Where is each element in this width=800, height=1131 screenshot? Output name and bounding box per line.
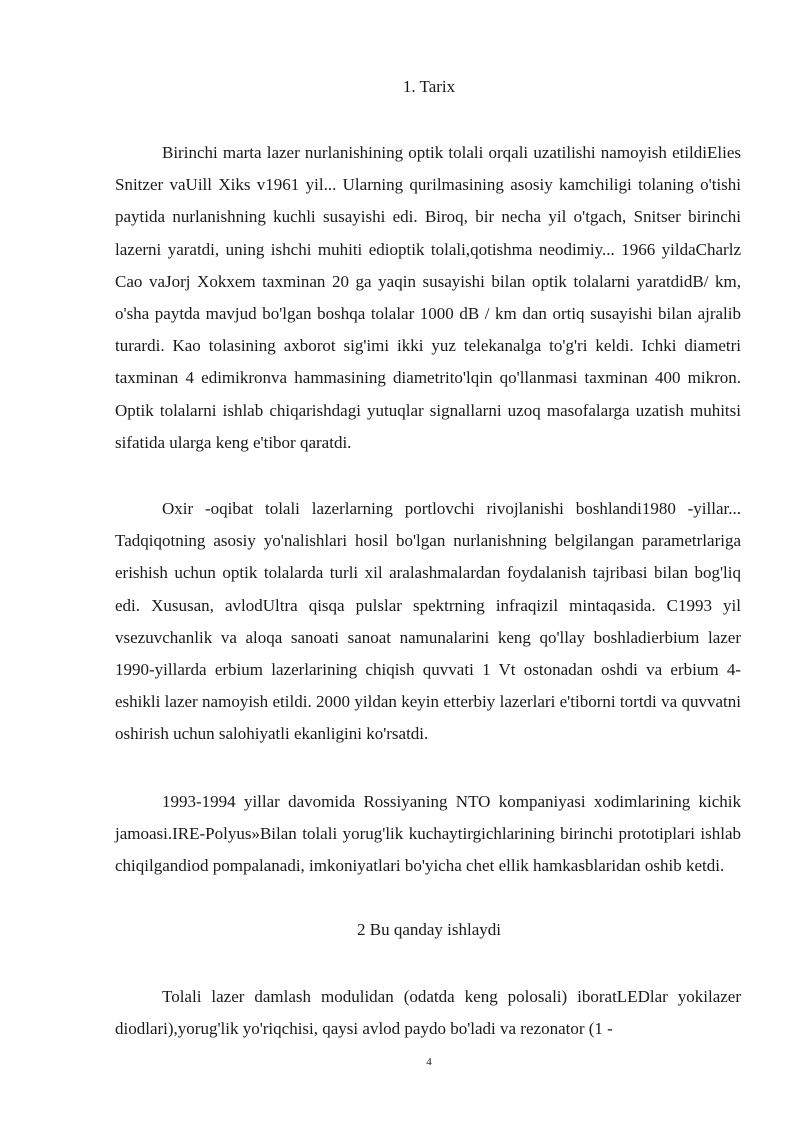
page-number: 4: [426, 1056, 432, 1068]
paragraph-history-1: Birinchi marta lazer nurlanishining optik tolali orqali uzatilishi namoyish etildiElies Snitzer vaUill Xiks v1961 yil... Ularning qurilmasining asosiy kamchiligi tolaning o'tishi paytida nurlanishning kuchli susayishi edi. Biroq, bir necha yil o'tgach, Snitser birinchi lazerni yaratdi, uning ishchi muhiti edioptik tolali,qotishma neodimiy... 1966 yildaCharlz Cao vaJorj Xokxem taxminan 20 ga yaqin susayishi bilan optik tolalarni yaratdidB/ km, o'sha paytda mavjud bo'lgan boshqa tolalar 1000 dB / km dan ortiq susayishi bilan ajralib turardi. Kao tolasining axborot sig'imi ikki yuz telekanalga to'g'ri keldi. Ichki diametri taxminan 4 edimikronva hammasining diametrito'lqin qo'llanmasi taxminan 400 mikron. Optik tolalarni ishlab chiqarishdagi yutuqlar signallarni uzoq masofalarga uzatish muhitsi sifatida ularga keng e'tibor qaratdi.: [115, 143, 741, 452]
paragraph-how-it-works-1: Tolali lazer damlash modulidan (odatda keng polosali) iboratLEDlar yokilazer diodlari),yorug'lik yo'riqchisi, qaysi avlod paydo bo'ladi va rezonator (1 -: [115, 987, 741, 1039]
paragraph-history-2: Oxir -oqibat tolali lazerlarning portlovchi rivojlanishi boshlandi1980 -yillar... Tadqiqotning asosiy yo'nalishlari hosil bo'lgan nurlanishning belgilangan parametrlariga erishish uchun optik tolalarda turli xil aralashmalardan foydalanish tajribasi bilan bog'liq edi. Xususan, avlodUltra qisqa pulslar spektrning infraqizil mintaqasida. C1993 yil vsezuvchanlik va aloqa sanoati sanoat namunalarini keng qo'llay boshladierbium lazer 1990-yillarda erbium lazerlarining chiqish quvvati 1 Vt ostonadan oshdi va erbium 4-eshikli lazer namoyish etildi. 2000 yildan keyin etterbiy lazerlari e'tiborni tortdi va quvvatni oshirish uchun salohiyatli ekanligini ko'rsatdi.: [115, 499, 741, 744]
paragraph-history-3: 1993-1994 yillar davomida Rossiyaning NTO kompaniyasi xodimlarining kichik jamoasi.IRE-Polyus»Bilan tolali yorug'lik kuchaytirgichlarining birinchi prototiplari ishlab chiqilgandiod pompalanadi, imkoniyatlari bo'yicha chet ellik hamkasblaridan oshib ketdi.: [115, 792, 741, 876]
section-heading-how-it-works: 2 Bu qanday ishlaydi: [356, 920, 501, 939]
section-heading-tarix: 1. Tarix: [402, 77, 456, 96]
